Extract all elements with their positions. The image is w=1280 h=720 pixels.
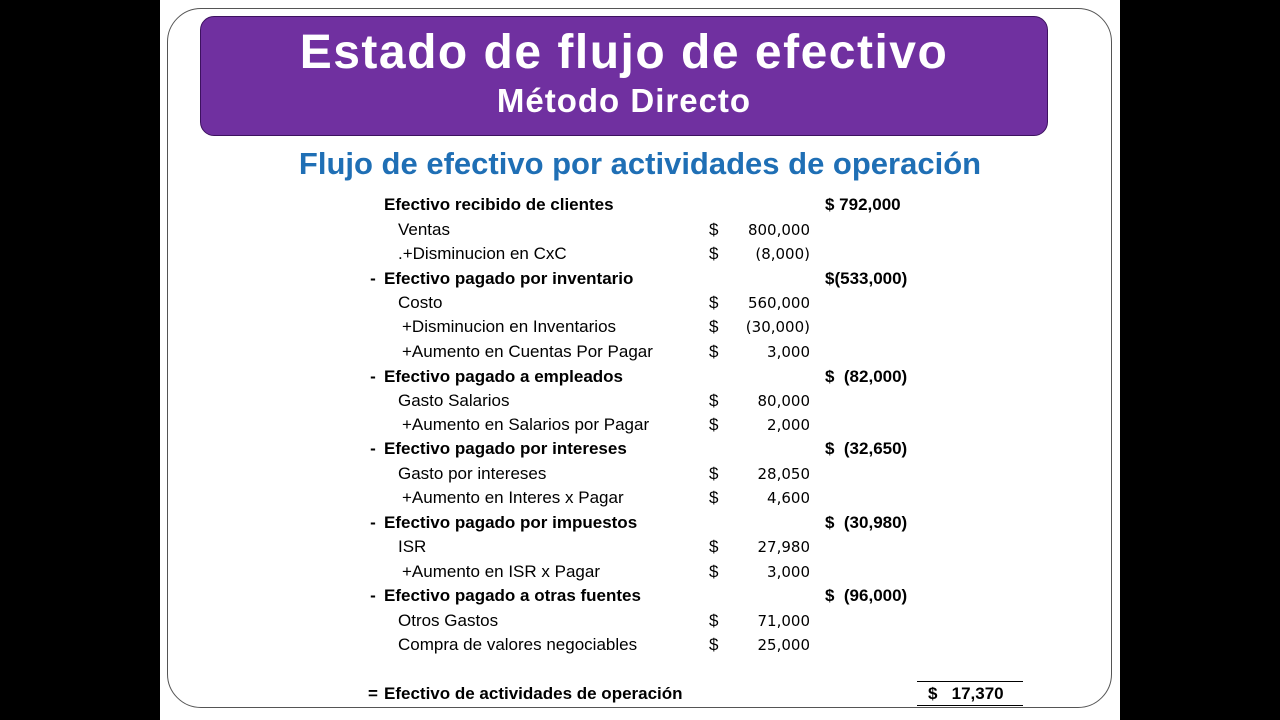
operator: - (370, 367, 376, 386)
line-item-amount: 28,050 (757, 465, 810, 483)
section-label: Efectivo pagado por impuestos (384, 513, 638, 532)
final-operator: = (368, 684, 378, 703)
section-title: Flujo de efectivo por actividades de operación (298, 146, 982, 181)
line-item-row (160, 391, 1120, 415)
line-item-label: +Aumento en Cuentas Por Pagar (402, 342, 653, 361)
section-total: $(533,000) (825, 269, 908, 288)
line-item-row (160, 220, 1120, 244)
currency-symbol: $ (709, 244, 719, 263)
section-row (160, 439, 1120, 463)
line-item-label: Otros Gastos (398, 611, 499, 630)
line-item-amount: 71,000 (757, 612, 810, 630)
line-item-label: +Aumento en ISR x Pagar (402, 562, 600, 581)
cash-flow-statement (160, 0, 1120, 720)
line-item-label: .+Disminucion en CxC (398, 244, 567, 263)
line-item-row (160, 562, 1120, 586)
section-label: Efectivo pagado a empleados (384, 367, 624, 386)
line-item-amount: 25,000 (757, 636, 810, 654)
line-item-amount: (8,000) (755, 245, 810, 263)
section-row (160, 586, 1120, 610)
operator: - (370, 586, 376, 605)
currency-symbol: $ (709, 562, 719, 581)
page-title: Estado de flujo de efectivo (299, 26, 949, 79)
currency-symbol: $ (709, 342, 719, 361)
currency-symbol: $ (709, 293, 719, 312)
total-bottom-rule (917, 705, 1023, 706)
line-item-amount: (30,000) (745, 318, 810, 336)
line-item-row (160, 611, 1120, 635)
line-item-label: Gasto Salarios (398, 391, 510, 410)
line-item-label: Compra de valores negociables (398, 635, 638, 654)
line-item-row (160, 488, 1120, 512)
line-item-amount: 4,600 (767, 489, 810, 507)
operator: - (370, 439, 376, 458)
line-item-row (160, 415, 1120, 439)
line-item-row (160, 537, 1120, 561)
line-item-row (160, 342, 1120, 366)
line-item-label: Costo (398, 293, 443, 312)
section-total: $ 792,000 (825, 195, 901, 214)
line-item-row (160, 464, 1120, 488)
currency-symbol: $ (709, 317, 719, 336)
line-item-label: Gasto por intereses (398, 464, 547, 483)
line-item-amount: 3,000 (767, 343, 810, 361)
line-item-amount: 3,000 (767, 563, 810, 581)
section-total: $ (96,000) (825, 586, 908, 605)
line-item-amount: 27,980 (757, 538, 810, 556)
final-total: $ 17,370 (928, 684, 1004, 703)
line-item-row (160, 317, 1120, 341)
section-row (160, 269, 1120, 293)
section-label: Efectivo pagado por inventario (384, 269, 634, 288)
currency-symbol: $ (709, 415, 719, 434)
section-label: Efectivo pagado a otras fuentes (384, 586, 641, 605)
section-total: $ (30,980) (825, 513, 908, 532)
line-item-label: Ventas (398, 220, 450, 239)
currency-symbol: $ (709, 220, 719, 239)
section-row (160, 513, 1120, 537)
currency-symbol: $ (709, 488, 719, 507)
operator: - (370, 513, 376, 532)
line-item-amount: 560,000 (747, 294, 810, 312)
currency-symbol: $ (709, 464, 719, 483)
currency-symbol: $ (709, 391, 719, 410)
operator: - (370, 269, 376, 288)
line-item-row (160, 635, 1120, 659)
currency-symbol: $ (709, 537, 719, 556)
section-row (160, 195, 1120, 219)
line-item-amount: 80,000 (757, 392, 810, 410)
page-subtitle: Método Directo (496, 82, 752, 119)
section-total: $ (82,000) (825, 367, 908, 386)
section-label: Efectivo recibido de clientes (384, 195, 614, 214)
line-item-label: +Disminucion en Inventarios (402, 317, 617, 336)
line-item-row (160, 293, 1120, 317)
section-label: Efectivo pagado por intereses (384, 439, 627, 458)
currency-symbol: $ (709, 611, 719, 630)
slide (160, 0, 1120, 720)
final-label: Efectivo de actividades de operación (384, 684, 683, 703)
line-item-label: +Aumento en Interes x Pagar (402, 488, 624, 507)
total-top-rule (917, 681, 1023, 682)
line-item-amount: 2,000 (767, 416, 810, 434)
section-total: $ (32,650) (825, 439, 908, 458)
line-item-amount: 800,000 (747, 221, 810, 239)
line-item-label: ISR (398, 537, 427, 556)
section-row (160, 367, 1120, 391)
line-item-label: +Aumento en Salarios por Pagar (402, 415, 650, 434)
currency-symbol: $ (709, 635, 719, 654)
line-item-row (160, 244, 1120, 268)
